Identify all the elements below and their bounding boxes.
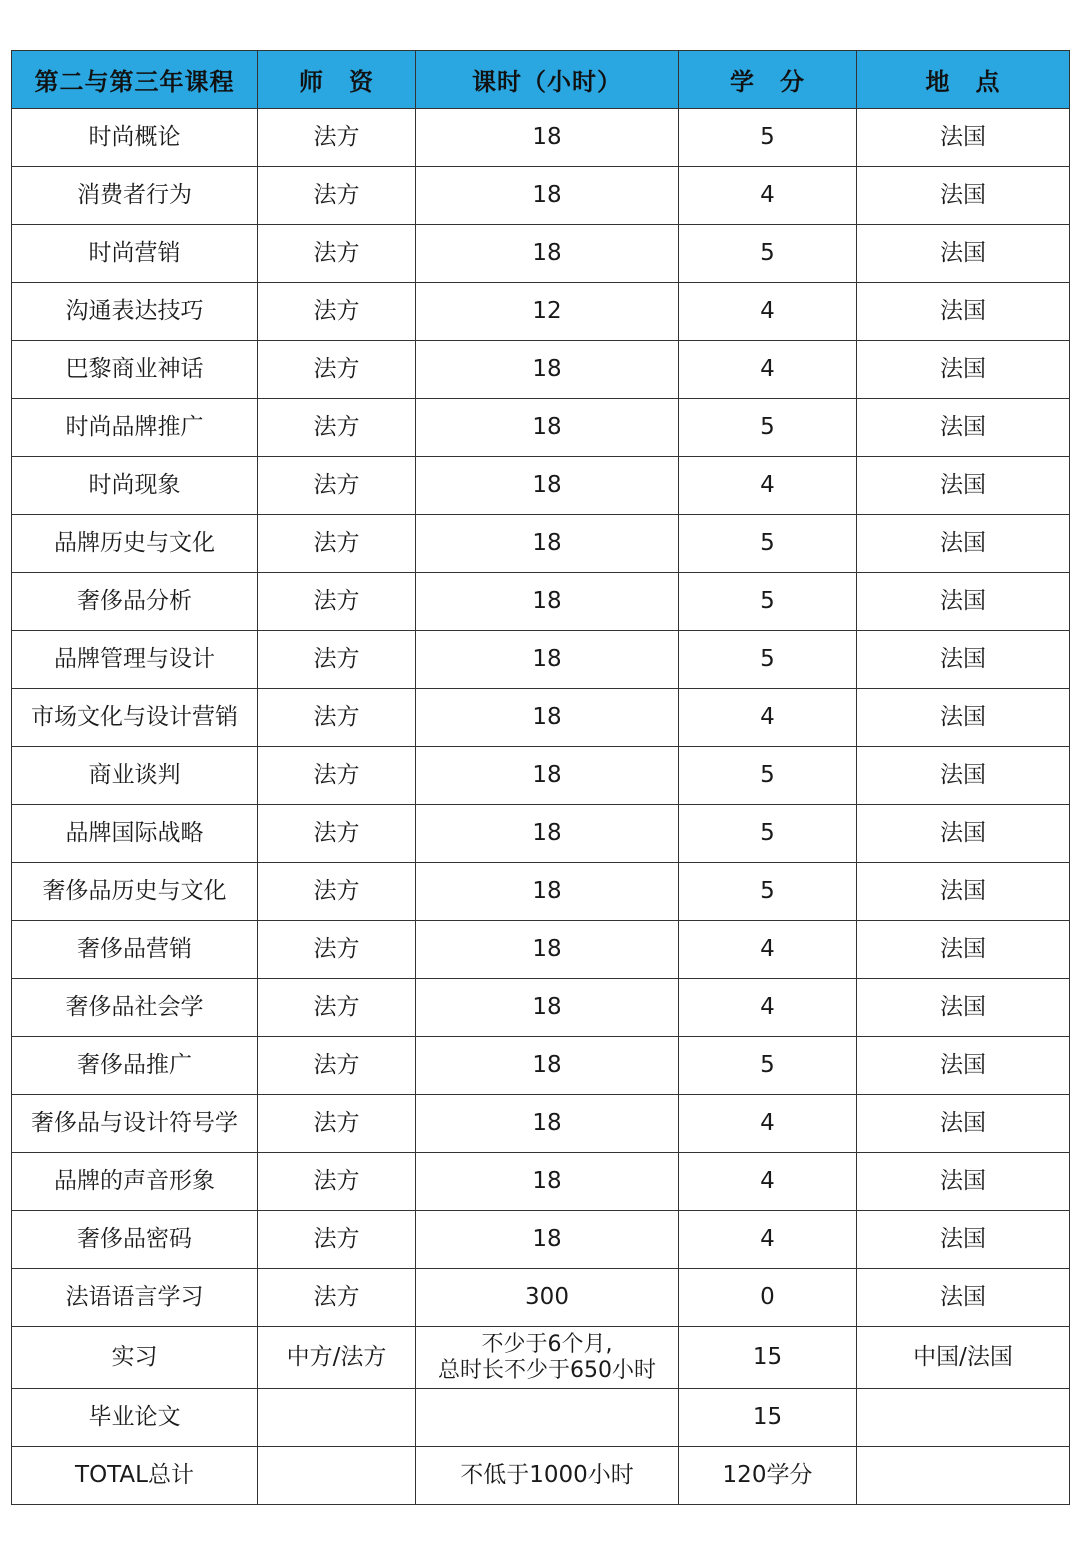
table-row [12,1269,1070,1327]
credits-cell: 4 [679,167,857,225]
credits-cell: 5 [679,573,857,631]
credits-cell: 0 [679,1269,857,1327]
credits-cell: 4 [679,979,857,1037]
table-row [12,747,1070,805]
internship-course: 实习 [12,1327,258,1389]
hours-cell: 18 [416,341,679,399]
header-row [12,51,1070,109]
curriculum-table [11,50,1070,1505]
location-cell: 法国 [857,979,1070,1037]
hours-cell: 18 [416,399,679,457]
location-cell: 法国 [857,515,1070,573]
faculty-cell: 法方 [258,457,416,515]
location-cell: 法国 [857,1269,1070,1327]
hours-cell: 18 [416,1153,679,1211]
location-cell: 法国 [857,1153,1070,1211]
table-row [12,225,1070,283]
table-row [12,1095,1070,1153]
hours-cell: 12 [416,283,679,341]
hours-cell: 18 [416,863,679,921]
location-cell: 法国 [857,1211,1070,1269]
total-hours: 不低于1000小时 [416,1447,679,1505]
header-credits: 学 分 [679,51,857,109]
internship-row [12,1327,1070,1389]
location-cell: 法国 [857,283,1070,341]
course-cell: 品牌国际战略 [12,805,258,863]
course-cell: 消费者行为 [12,167,258,225]
thesis-row [12,1389,1070,1447]
table-row [12,689,1070,747]
table-row [12,515,1070,573]
location-cell: 法国 [857,1037,1070,1095]
credits-cell: 5 [679,515,857,573]
location-cell: 法国 [857,399,1070,457]
hours-cell: 18 [416,225,679,283]
credits-cell: 4 [679,457,857,515]
faculty-cell: 法方 [258,167,416,225]
course-cell: 沟通表达技巧 [12,283,258,341]
credits-cell: 4 [679,283,857,341]
credits-cell: 5 [679,109,857,167]
table-body [12,109,1070,1505]
table-row [12,399,1070,457]
course-cell: 时尚品牌推广 [12,399,258,457]
faculty-cell: 法方 [258,863,416,921]
faculty-cell: 法方 [258,1095,416,1153]
hours-cell: 18 [416,457,679,515]
location-cell: 法国 [857,631,1070,689]
hours-cell: 300 [416,1269,679,1327]
table-row [12,1211,1070,1269]
internship-location: 中国/法国 [857,1327,1070,1389]
course-cell: 巴黎商业神话 [12,341,258,399]
location-cell: 法国 [857,457,1070,515]
faculty-cell: 法方 [258,1153,416,1211]
header-hours: 课时（小时） [416,51,679,109]
faculty-cell: 法方 [258,283,416,341]
faculty-cell: 法方 [258,1211,416,1269]
location-cell: 法国 [857,1095,1070,1153]
table-row [12,573,1070,631]
location-cell: 法国 [857,109,1070,167]
hours-cell: 18 [416,1211,679,1269]
total-credits: 120学分 [679,1447,857,1505]
credits-cell: 5 [679,399,857,457]
faculty-cell: 法方 [258,979,416,1037]
location-cell: 法国 [857,921,1070,979]
hours-cell: 18 [416,573,679,631]
location-cell: 法国 [857,167,1070,225]
faculty-cell: 法方 [258,921,416,979]
credits-cell: 4 [679,689,857,747]
course-cell: 奢侈品营销 [12,921,258,979]
hours-cell: 18 [416,689,679,747]
thesis-credits: 15 [679,1389,857,1447]
total-faculty [258,1447,416,1505]
hours-cell: 18 [416,921,679,979]
course-cell: 商业谈判 [12,747,258,805]
table-row [12,457,1070,515]
course-cell: 奢侈品推广 [12,1037,258,1095]
faculty-cell: 法方 [258,1037,416,1095]
header-faculty: 师 资 [258,51,416,109]
course-cell: 品牌历史与文化 [12,515,258,573]
location-cell: 法国 [857,225,1070,283]
hours-cell: 18 [416,1095,679,1153]
faculty-cell: 法方 [258,631,416,689]
credits-cell: 4 [679,1211,857,1269]
faculty-cell: 法方 [258,689,416,747]
credits-cell: 5 [679,225,857,283]
table-row [12,863,1070,921]
table-row [12,283,1070,341]
table-row [12,341,1070,399]
internship-faculty: 中方/法方 [258,1327,416,1389]
location-cell: 法国 [857,341,1070,399]
table-row [12,921,1070,979]
course-cell: 奢侈品密码 [12,1211,258,1269]
credits-cell: 4 [679,921,857,979]
internship-hours [416,1327,679,1389]
header-location: 地 点 [857,51,1070,109]
internship-credits: 15 [679,1327,857,1389]
thesis-hours [416,1389,679,1447]
total-location [857,1447,1070,1505]
course-cell: 奢侈品历史与文化 [12,863,258,921]
hours-cell: 18 [416,747,679,805]
table-header [12,51,1070,109]
faculty-cell: 法方 [258,747,416,805]
table-row [12,805,1070,863]
faculty-cell: 法方 [258,399,416,457]
credits-cell: 4 [679,341,857,399]
location-cell: 法国 [857,805,1070,863]
hours-cell: 18 [416,805,679,863]
faculty-cell: 法方 [258,341,416,399]
course-cell: 时尚营销 [12,225,258,283]
faculty-cell: 法方 [258,109,416,167]
table-row [12,167,1070,225]
course-cell: 品牌的声音形象 [12,1153,258,1211]
header-course: 第二与第三年课程 [12,51,258,109]
thesis-faculty [258,1389,416,1447]
faculty-cell: 法方 [258,1269,416,1327]
course-cell: 奢侈品分析 [12,573,258,631]
hours-cell: 18 [416,515,679,573]
location-cell: 法国 [857,689,1070,747]
total-course: TOTAL总计 [12,1447,258,1505]
course-cell: 品牌管理与设计 [12,631,258,689]
course-cell: 奢侈品社会学 [12,979,258,1037]
hours-cell: 18 [416,109,679,167]
table-row [12,109,1070,167]
thesis-location [857,1389,1070,1447]
course-cell: 奢侈品与设计符号学 [12,1095,258,1153]
table-row [12,979,1070,1037]
hours-cell: 18 [416,167,679,225]
faculty-cell: 法方 [258,573,416,631]
credits-cell: 4 [679,1153,857,1211]
hours-cell: 18 [416,631,679,689]
table-row [12,1037,1070,1095]
credits-cell: 5 [679,863,857,921]
faculty-cell: 法方 [258,805,416,863]
faculty-cell: 法方 [258,225,416,283]
table-row [12,1153,1070,1211]
course-cell: 时尚现象 [12,457,258,515]
course-cell: 市场文化与设计营销 [12,689,258,747]
course-cell: 时尚概论 [12,109,258,167]
hours-cell: 18 [416,979,679,1037]
credits-cell: 5 [679,631,857,689]
faculty-cell: 法方 [258,515,416,573]
thesis-course: 毕业论文 [12,1389,258,1447]
credits-cell: 4 [679,1095,857,1153]
table-row [12,631,1070,689]
hours-cell: 18 [416,1037,679,1095]
credits-cell: 5 [679,1037,857,1095]
internship-hours-line2: 总时长不少于650小时 [438,1357,656,1383]
location-cell: 法国 [857,573,1070,631]
credits-cell: 5 [679,747,857,805]
location-cell: 法国 [857,863,1070,921]
course-cell: 法语语言学习 [12,1269,258,1327]
credits-cell: 5 [679,805,857,863]
location-cell: 法国 [857,747,1070,805]
total-row [12,1447,1070,1505]
internship-hours-line1: 不少于6个月, [481,1331,613,1357]
